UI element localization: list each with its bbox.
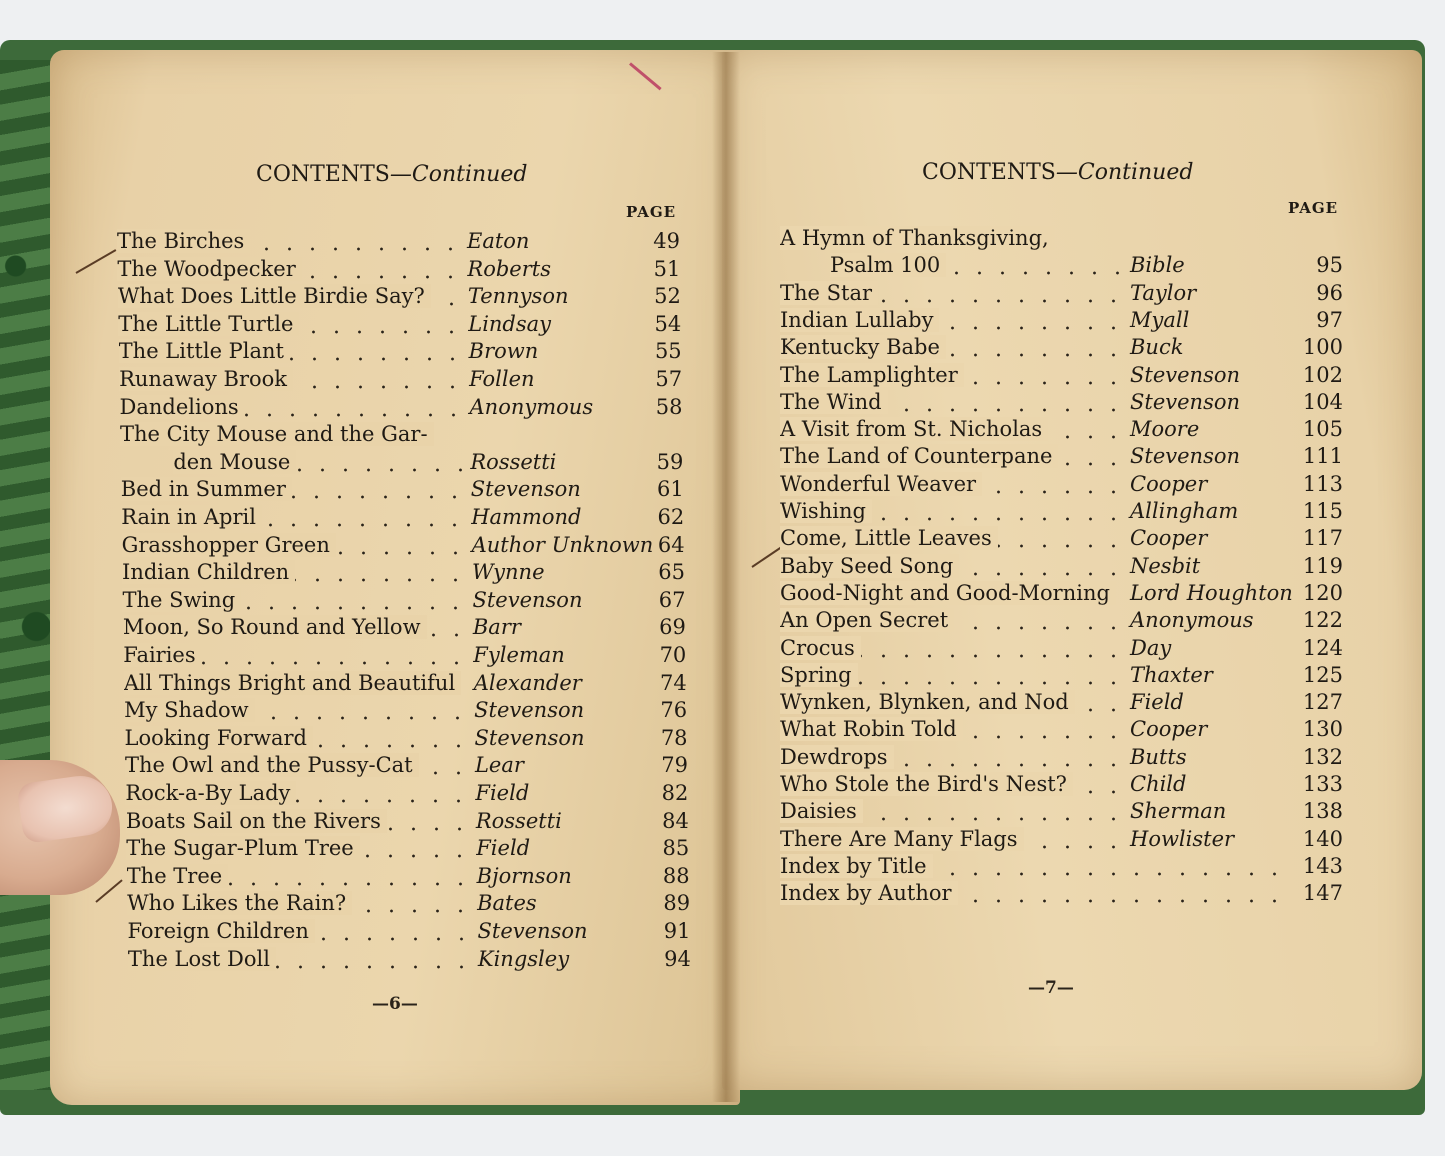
entry-author: Sherman bbox=[1130, 799, 1227, 824]
contents-entry bbox=[127, 863, 697, 890]
entry-page-number: 52 bbox=[654, 284, 681, 309]
contents-entry bbox=[119, 338, 689, 365]
contents-entry bbox=[780, 580, 1350, 607]
contents-entry bbox=[120, 421, 690, 448]
entry-page-number: 113 bbox=[1302, 471, 1343, 496]
entry-author: Stevenson bbox=[1130, 389, 1241, 414]
entry-title: den Mouse bbox=[173, 450, 296, 474]
entry-title: Come, Little Leaves bbox=[780, 526, 998, 550]
entry-page-number: 84 bbox=[662, 808, 689, 833]
entry-title: The Lamplighter bbox=[780, 363, 964, 387]
entry-page-number: 100 bbox=[1302, 335, 1343, 360]
right-page-column-header: PAGE bbox=[1288, 199, 1339, 217]
entry-page-number: 51 bbox=[653, 256, 681, 281]
entry-title: Moon, So Round and Yellow bbox=[123, 615, 427, 639]
entry-page-number: 55 bbox=[654, 339, 682, 364]
entry-title: The Wind bbox=[780, 390, 888, 414]
entry-author: Tennyson bbox=[467, 284, 569, 309]
entry-author: Stevenson bbox=[472, 587, 583, 612]
entry-page-number: 102 bbox=[1302, 362, 1343, 387]
entry-title: Daisies bbox=[780, 799, 863, 823]
entry-title: The Land of Counterpane bbox=[780, 444, 1058, 468]
entry-title: Dewdrops bbox=[780, 745, 894, 769]
entry-title: Spring bbox=[780, 663, 858, 687]
entry-page-number: 125 bbox=[1302, 662, 1343, 687]
entry-title: What Robin Told bbox=[780, 717, 963, 741]
entry-title: Rock-a-By Lady bbox=[125, 781, 296, 805]
entry-author: Kingsley bbox=[477, 946, 570, 971]
entry-title: My Shadow bbox=[124, 698, 255, 722]
contents-entry bbox=[124, 670, 694, 697]
entry-author: Stevenson bbox=[1130, 362, 1241, 387]
entry-page-number: 143 bbox=[1302, 853, 1343, 878]
entry-title: The Owl and the Pussy-Cat bbox=[125, 753, 419, 777]
contents-entry bbox=[117, 256, 687, 283]
contents-entry bbox=[125, 780, 695, 807]
entry-author: Stevenson bbox=[477, 919, 588, 943]
entry-page-number: 64 bbox=[657, 532, 685, 557]
contents-entry bbox=[780, 443, 1350, 470]
entry-author: Stevenson bbox=[474, 698, 585, 723]
contents-entry bbox=[127, 890, 697, 917]
contents-entry bbox=[119, 366, 689, 393]
entry-author: Bjornson bbox=[476, 863, 572, 888]
entry-author: Stevenson bbox=[470, 477, 581, 502]
entry-page-number: 133 bbox=[1302, 772, 1343, 796]
entry-author: Roberts bbox=[467, 256, 551, 281]
entry-page-number: 115 bbox=[1302, 499, 1343, 523]
left-page-heading bbox=[256, 162, 527, 187]
entry-page-number: 97 bbox=[1316, 307, 1343, 332]
entry-author: Lear bbox=[474, 753, 524, 778]
contents-entry bbox=[780, 716, 1350, 743]
entry-page-number: 124 bbox=[1302, 635, 1343, 660]
contents-entry bbox=[780, 471, 1350, 498]
entry-title: Looking Forward bbox=[125, 726, 313, 750]
entry-author: Myall bbox=[1130, 307, 1190, 332]
contents-entry bbox=[780, 798, 1350, 825]
contents-entry bbox=[780, 498, 1350, 525]
entry-page-number: 78 bbox=[660, 725, 688, 750]
entry-title: The Little Turtle bbox=[118, 312, 299, 336]
entry-page-number: 96 bbox=[1316, 280, 1343, 305]
entry-author: Cooper bbox=[1130, 471, 1208, 496]
entry-author: Cooper bbox=[1130, 717, 1208, 742]
entry-author: Fyleman bbox=[473, 643, 565, 667]
entry-title: Psalm 100 bbox=[830, 253, 946, 277]
contents-entry bbox=[780, 744, 1350, 771]
entry-page-number: 132 bbox=[1302, 744, 1343, 769]
entry-author: Rossetti bbox=[470, 449, 557, 474]
entry-author: Thaxter bbox=[1130, 662, 1213, 687]
entry-title: Runaway Brook bbox=[119, 367, 293, 391]
contents-entry bbox=[780, 662, 1350, 689]
entry-author: Child bbox=[1130, 772, 1187, 796]
entry-author: Rossetti bbox=[475, 808, 562, 833]
entry-title: An Open Secret bbox=[780, 608, 954, 632]
contents-entry bbox=[123, 642, 693, 669]
entry-page-number: 120 bbox=[1302, 580, 1343, 605]
entry-page-number: 147 bbox=[1302, 881, 1343, 906]
entry-title: Who Likes the Rain? bbox=[127, 891, 352, 915]
entry-author: Author Unknown bbox=[471, 532, 654, 557]
entry-page-number: 62 bbox=[657, 505, 685, 529]
contents-entry bbox=[780, 826, 1350, 853]
entry-title: The Little Plant bbox=[119, 339, 290, 363]
entry-author: Bible bbox=[1130, 253, 1185, 278]
entry-page-number: 61 bbox=[657, 477, 684, 502]
entry-page-number: 105 bbox=[1302, 417, 1343, 442]
entry-title: The Star bbox=[780, 281, 878, 305]
contents-entry bbox=[780, 553, 1350, 580]
entry-author: Field bbox=[1130, 690, 1184, 715]
entry-author: Bates bbox=[477, 891, 537, 916]
entry-page-number: 111 bbox=[1302, 444, 1343, 469]
entry-page-number: 79 bbox=[661, 753, 688, 778]
entry-page-number: 69 bbox=[659, 615, 686, 640]
entry-author: Taylor bbox=[1130, 280, 1197, 305]
entry-title: Who Stole the Bird's Nest? bbox=[780, 772, 1073, 796]
entry-author: Lord Houghton bbox=[1130, 580, 1293, 605]
entry-page-number: 74 bbox=[659, 670, 687, 695]
entry-page-number: 127 bbox=[1302, 690, 1343, 715]
right-page-number: —7— bbox=[1028, 978, 1074, 998]
entry-page-number: 85 bbox=[662, 836, 690, 861]
entry-title: Index by Title bbox=[780, 854, 933, 878]
contents-entry bbox=[126, 808, 696, 835]
entry-title: Indian Children bbox=[122, 560, 295, 584]
contents-entry bbox=[120, 449, 690, 476]
entry-title: Rain in April bbox=[121, 505, 262, 529]
entry-title: Baby Seed Song bbox=[780, 554, 959, 578]
contents-entry bbox=[123, 614, 693, 641]
entry-title: The Tree bbox=[127, 864, 229, 888]
contents-entry bbox=[125, 752, 695, 779]
entry-title: Fairies bbox=[123, 643, 201, 667]
entry-page-number: 70 bbox=[659, 643, 687, 667]
entry-title: Good-Night and Good-Morning bbox=[780, 581, 1116, 605]
entry-author: Alexander bbox=[473, 670, 582, 695]
contents-entry bbox=[122, 532, 692, 559]
entry-author: Eaton bbox=[467, 229, 530, 253]
entry-author: Buck bbox=[1130, 335, 1184, 360]
entry-page-number: 117 bbox=[1302, 526, 1343, 551]
entry-title: What Does Little Birdie Say? bbox=[118, 284, 431, 308]
entry-author: Anonymous bbox=[1130, 608, 1254, 633]
entry-author: Field bbox=[476, 836, 531, 861]
entry-page-number: 58 bbox=[655, 394, 683, 419]
entry-title: The Sugar-Plum Tree bbox=[126, 836, 360, 860]
entry-title: Boats Sail on the Rivers bbox=[126, 809, 387, 833]
contents-entry bbox=[121, 504, 691, 531]
entry-title: Wonderful Weaver bbox=[780, 472, 982, 496]
entry-page-number: 89 bbox=[663, 891, 691, 916]
contents-entry bbox=[126, 835, 696, 862]
entry-title: The Birches bbox=[117, 229, 250, 253]
entry-title: The Lost Doll bbox=[128, 947, 276, 971]
left-heading-italic: —Continued bbox=[389, 162, 528, 187]
contents-entry bbox=[118, 283, 688, 310]
entry-title: Bed in Summer bbox=[121, 477, 292, 501]
left-heading-text: CONTENTS bbox=[256, 162, 390, 187]
entry-page-number: 59 bbox=[656, 449, 684, 474]
entry-page-number: 104 bbox=[1302, 389, 1343, 414]
contents-entry bbox=[780, 416, 1350, 443]
left-page-number: —6— bbox=[372, 994, 418, 1014]
contents-entry bbox=[118, 311, 688, 338]
contents-entry bbox=[780, 607, 1350, 634]
entry-title: Wynken, Blynken, and Nod bbox=[780, 690, 1075, 714]
entry-title: The City Mouse and the Gar- bbox=[120, 422, 434, 446]
entry-title: A Hymn of Thanksgiving, bbox=[780, 226, 1055, 250]
entry-author: Stevenson bbox=[474, 725, 585, 750]
contents-entry bbox=[780, 853, 1350, 880]
entry-title: The Woodpecker bbox=[117, 257, 301, 281]
entry-author: Barr bbox=[472, 615, 521, 640]
entry-title: Foreign Children bbox=[128, 919, 315, 943]
contents-entry bbox=[128, 918, 698, 945]
left-page-column-header: PAGE bbox=[626, 203, 677, 221]
entry-title: Indian Lullaby bbox=[780, 308, 939, 332]
entry-page-number: 67 bbox=[658, 587, 686, 612]
contents-entry bbox=[780, 771, 1350, 798]
contents-entry bbox=[124, 697, 694, 724]
entry-author: Field bbox=[475, 781, 530, 805]
contents-entry bbox=[780, 389, 1350, 416]
entry-title: The Swing bbox=[122, 588, 241, 612]
entry-author: Day bbox=[1130, 635, 1172, 660]
contents-entry bbox=[780, 280, 1350, 307]
entry-author: Cooper bbox=[1130, 526, 1208, 551]
contents-entry bbox=[128, 946, 698, 973]
entry-title: Kentucky Babe bbox=[780, 335, 946, 359]
contents-entry bbox=[780, 252, 1350, 279]
contents-entry bbox=[780, 225, 1350, 252]
contents-entry bbox=[120, 394, 690, 421]
entry-author: Allingham bbox=[1130, 499, 1239, 523]
contents-entry bbox=[125, 725, 695, 752]
contents-entry bbox=[780, 334, 1350, 361]
entry-page-number: 138 bbox=[1302, 799, 1343, 824]
entry-page-number: 76 bbox=[660, 698, 688, 723]
contents-entry bbox=[780, 880, 1350, 907]
entry-page-number: 82 bbox=[661, 781, 689, 805]
entry-author: Brown bbox=[468, 339, 539, 364]
right-page-heading bbox=[922, 160, 1193, 185]
entry-author: Nesbit bbox=[1130, 553, 1201, 578]
entry-author: Stevenson bbox=[1130, 444, 1241, 469]
entry-page-number: 88 bbox=[662, 863, 690, 888]
entry-title: Crocus bbox=[780, 636, 861, 660]
entry-page-number: 140 bbox=[1302, 826, 1343, 851]
entry-page-number: 57 bbox=[655, 367, 683, 391]
entry-title: Grasshopper Green bbox=[122, 533, 336, 557]
entry-page-number: 122 bbox=[1302, 608, 1343, 633]
entry-page-number: 54 bbox=[654, 311, 682, 336]
contents-entry bbox=[780, 635, 1350, 662]
entry-title: A Visit from St. Nicholas bbox=[780, 417, 1048, 441]
entry-page-number: 119 bbox=[1302, 553, 1343, 578]
entry-author: Moore bbox=[1130, 417, 1200, 442]
contents-entry bbox=[122, 587, 692, 614]
entry-author: Lindsay bbox=[468, 311, 552, 336]
contents-entry bbox=[780, 307, 1350, 334]
entry-page-number: 95 bbox=[1316, 253, 1343, 278]
entry-title: All Things Bright and Beautiful bbox=[124, 671, 461, 695]
right-heading-text: CONTENTS bbox=[922, 160, 1056, 185]
entry-author: Howlister bbox=[1130, 826, 1235, 851]
contents-entry bbox=[121, 476, 691, 503]
entry-page-number: 65 bbox=[658, 560, 686, 585]
entry-author: Butts bbox=[1130, 744, 1187, 769]
entry-page-number: 91 bbox=[663, 919, 691, 943]
entry-page-number: 130 bbox=[1302, 717, 1343, 742]
contents-entry bbox=[122, 559, 692, 586]
cover-pattern bbox=[0, 60, 52, 1090]
contents-entry bbox=[117, 228, 687, 255]
contents-entry bbox=[780, 689, 1350, 716]
book-gutter bbox=[712, 52, 740, 1102]
entry-title: Dandelions bbox=[120, 395, 245, 419]
entry-title: Wishing bbox=[780, 499, 872, 523]
entry-author: Hammond bbox=[471, 505, 582, 529]
entry-author: Anonymous bbox=[469, 394, 594, 419]
contents-entry bbox=[780, 362, 1350, 389]
entry-author: Follen bbox=[469, 367, 535, 391]
right-heading-italic: —Continued bbox=[1055, 160, 1194, 185]
entry-page-number: 94 bbox=[664, 946, 691, 971]
entry-author: Wynne bbox=[472, 560, 545, 585]
entry-title: There Are Many Flags bbox=[780, 827, 1024, 851]
contents-entry bbox=[780, 525, 1350, 552]
entry-title: Index by Author bbox=[780, 881, 958, 905]
entry-page-number: 49 bbox=[653, 229, 680, 253]
